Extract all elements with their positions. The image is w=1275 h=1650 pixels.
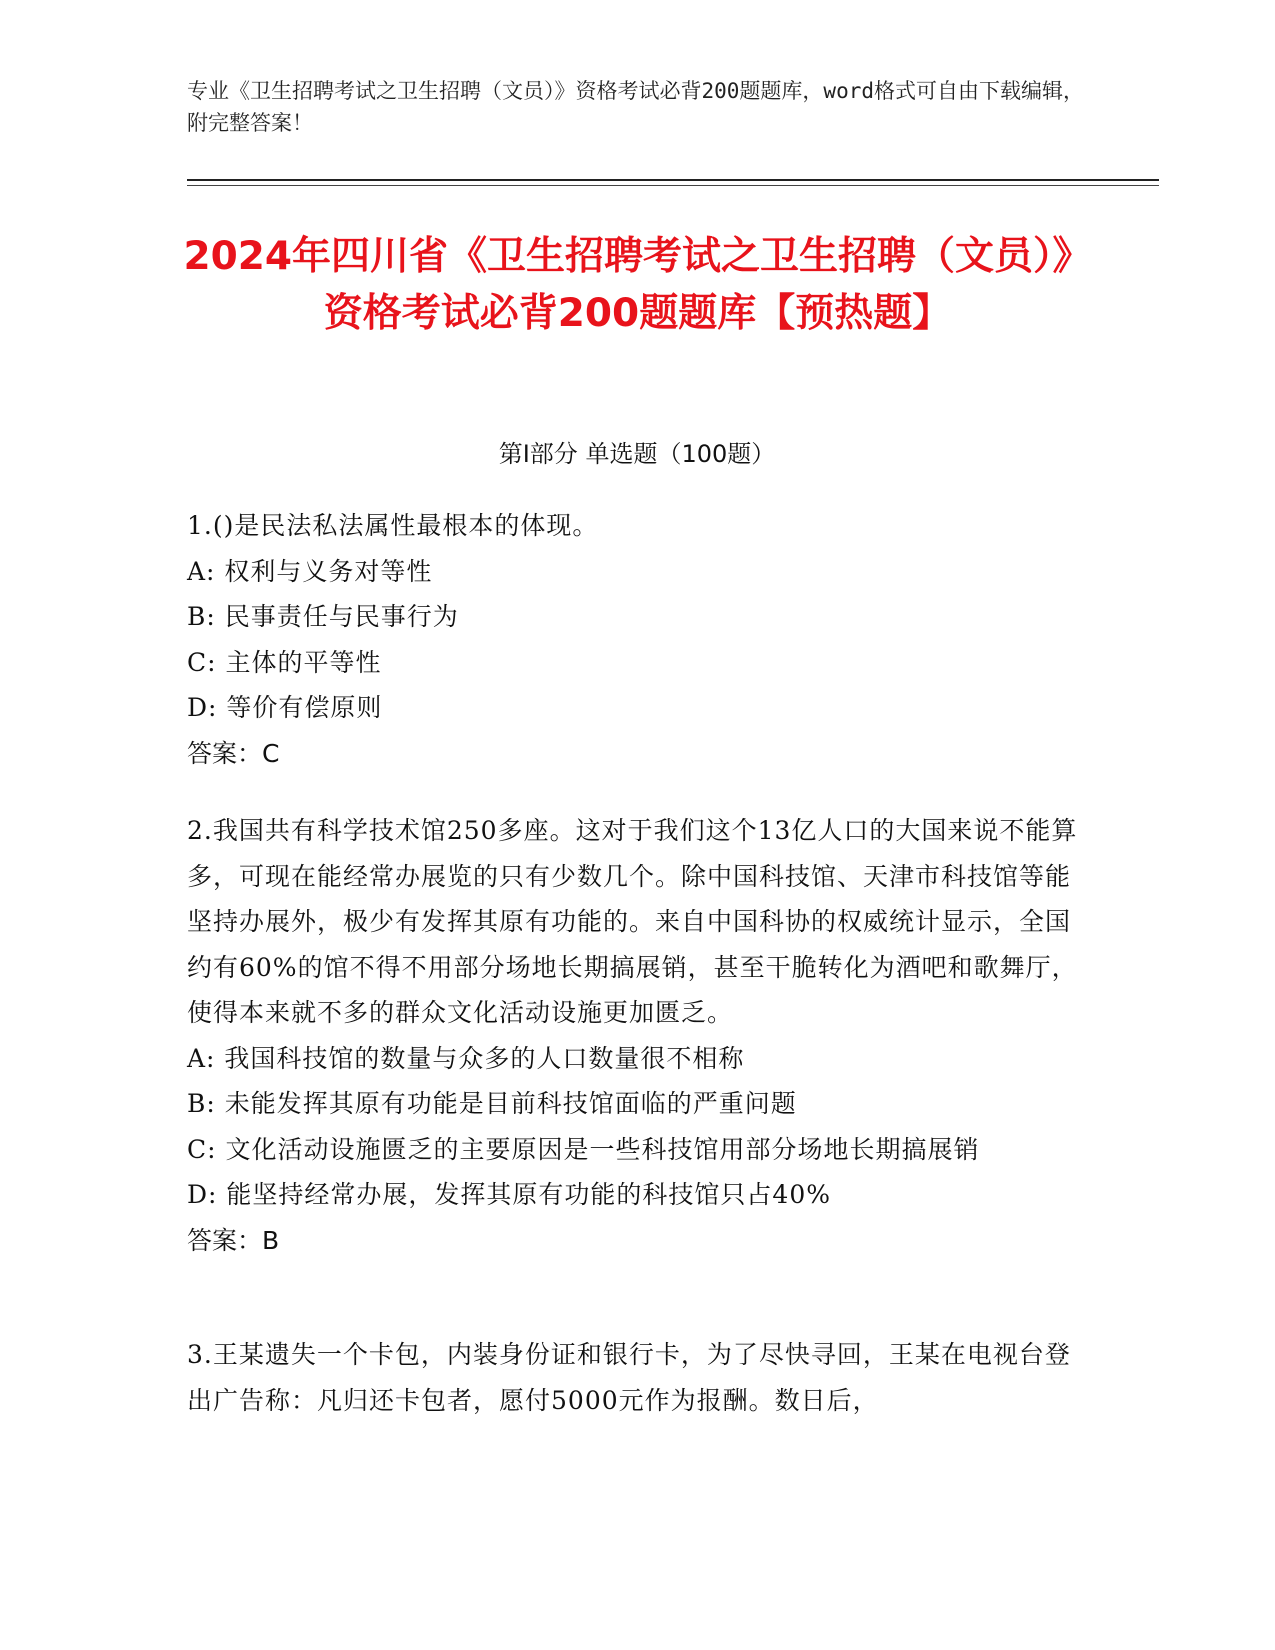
option-d: D: 等价有偿原则 — [187, 693, 383, 722]
answer: 答案：C — [187, 738, 280, 768]
question-text: 2.我国共有科学技术馆250多座。这对于我们这个13亿人口的大国来说不能算多，可现在能经常办展览的只有少数几个。除中国科技馆、天津市科技馆等能坚持办展外，极少有发挥其原有功能的。来自中国科协的权威统计显示，全国约有60%的馆不得不用部分场地长期搞展销，甚至干脆转化为酒吧和歌舞厅，使得本来就不多的群众文化活动设施更加匮乏。 — [187, 816, 1078, 1027]
option-a: A: 权利与义务对等性 — [187, 556, 433, 586]
question-2 — [187, 808, 1087, 1263]
answer: 答案：B — [187, 1225, 280, 1255]
header-divider-thick — [187, 179, 1159, 181]
question-text: 1.()是民法私法属性最根本的体现。 — [187, 511, 599, 540]
option-c: C: 文化活动设施匮乏的主要原因是一些科技馆用部分场地长期搞展销 — [187, 1134, 980, 1164]
document-intro: 专业《卫生招聘考试之卫生招聘（文员）》资格考试必背200题题库，word格式可自由下载编辑，附完整答案！ — [187, 79, 1084, 135]
option-c: C: 主体的平等性 — [187, 647, 382, 677]
section-heading: 第I部分 单选题（100题） — [498, 440, 776, 468]
document-title: 2024年四川省《卫生招聘考试之卫生招聘（文员）》资格考试必背200题题库【预热题】 — [183, 234, 1092, 336]
question-text: 3.王某遗失一个卡包，内装身份证和银行卡，为了尽快寻回，王某在电视台登出广告称：凡归还卡包者，愿付5000元作为报酬。数日后， — [187, 1340, 1071, 1415]
header-divider-thin — [187, 185, 1159, 186]
option-a: A: 我国科技馆的数量与众多的人口数量很不相称 — [187, 1043, 745, 1073]
question-3 — [187, 1332, 1087, 1423]
option-b: B: 未能发挥其原有功能是目前科技馆面临的严重问题 — [187, 1089, 797, 1118]
option-d: D: 能坚持经常办展，发挥其原有功能的科技馆只占40% — [187, 1180, 831, 1209]
question-1 — [187, 503, 1087, 776]
option-b: B: 民事责任与民事行为 — [187, 602, 459, 631]
